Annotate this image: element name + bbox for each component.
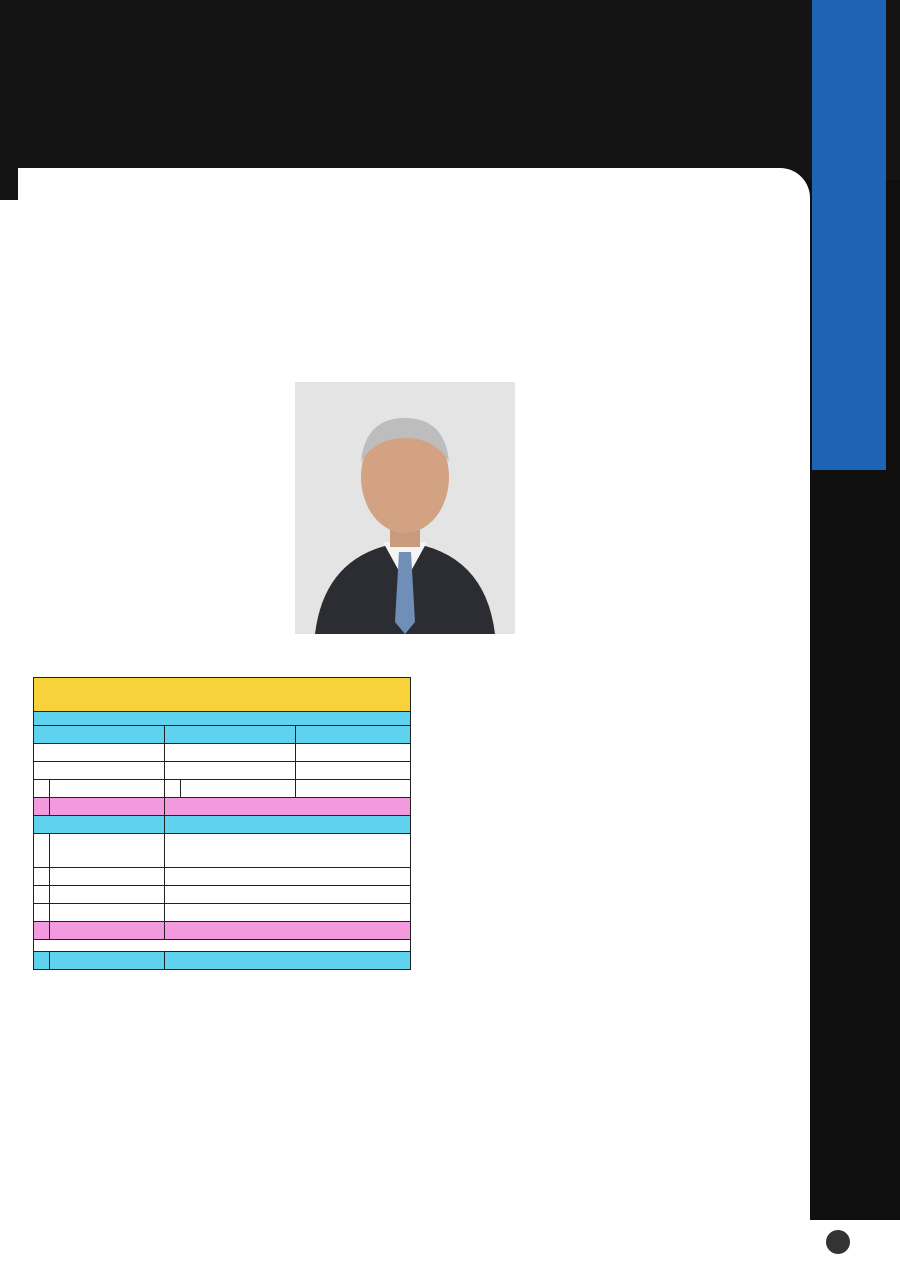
- table-spacer-row: [34, 712, 411, 726]
- cell-value: [34, 762, 165, 780]
- row-label: [296, 780, 411, 798]
- section-label: [818, 30, 882, 450]
- roi-table: [33, 677, 411, 970]
- cell-value: [34, 744, 165, 762]
- currency-symbol: [34, 886, 50, 904]
- right-column: [412, 300, 772, 326]
- table-header-row: [34, 726, 411, 744]
- table-row: [34, 744, 411, 762]
- left-column: [40, 300, 396, 314]
- cell-value: [50, 798, 165, 816]
- currency-symbol: [165, 780, 181, 798]
- cell-value: [181, 780, 296, 798]
- page-footer: [360, 1232, 860, 1252]
- currency-symbol: [34, 834, 50, 868]
- column-inrow: [34, 726, 165, 744]
- table-row: [34, 922, 411, 940]
- portrait-photo: [295, 382, 515, 634]
- row-label: [165, 834, 411, 868]
- table-row: [34, 952, 411, 970]
- cell-value: [50, 780, 165, 798]
- table-row: [34, 904, 411, 922]
- table-row: [34, 780, 411, 798]
- left-column-lower: [40, 984, 396, 990]
- row-label: [165, 798, 411, 816]
- cell-value: [50, 904, 165, 922]
- currency-symbol: [34, 922, 50, 940]
- row-label: [165, 952, 411, 970]
- cell-value: [50, 922, 165, 940]
- table-row: [34, 798, 411, 816]
- table-title: [34, 678, 411, 712]
- row-label: [165, 922, 411, 940]
- page-number: [826, 1230, 850, 1254]
- table-title-row: [34, 678, 411, 712]
- cell-value: [165, 762, 296, 780]
- currency-symbol: [34, 798, 50, 816]
- row-label: [165, 868, 411, 886]
- table-row: [34, 868, 411, 886]
- row-label: [296, 762, 411, 780]
- row-label: [296, 744, 411, 762]
- cell-value: [165, 744, 296, 762]
- currency-symbol: [34, 868, 50, 886]
- cell-value: [50, 834, 165, 868]
- currency-symbol: [34, 780, 50, 798]
- table-row: [34, 834, 411, 868]
- cell-value: [50, 886, 165, 904]
- table-row: [34, 816, 411, 834]
- table-header-empty: [296, 726, 411, 744]
- row-label: [165, 904, 411, 922]
- row-label: [165, 886, 411, 904]
- cell-value: [50, 952, 165, 970]
- table-row: [34, 886, 411, 904]
- table-row: [34, 762, 411, 780]
- table-spacer-row: [34, 940, 411, 952]
- section-header: [165, 816, 411, 834]
- currency-symbol: [34, 904, 50, 922]
- column-crac: [165, 726, 296, 744]
- cell-value: [50, 868, 165, 886]
